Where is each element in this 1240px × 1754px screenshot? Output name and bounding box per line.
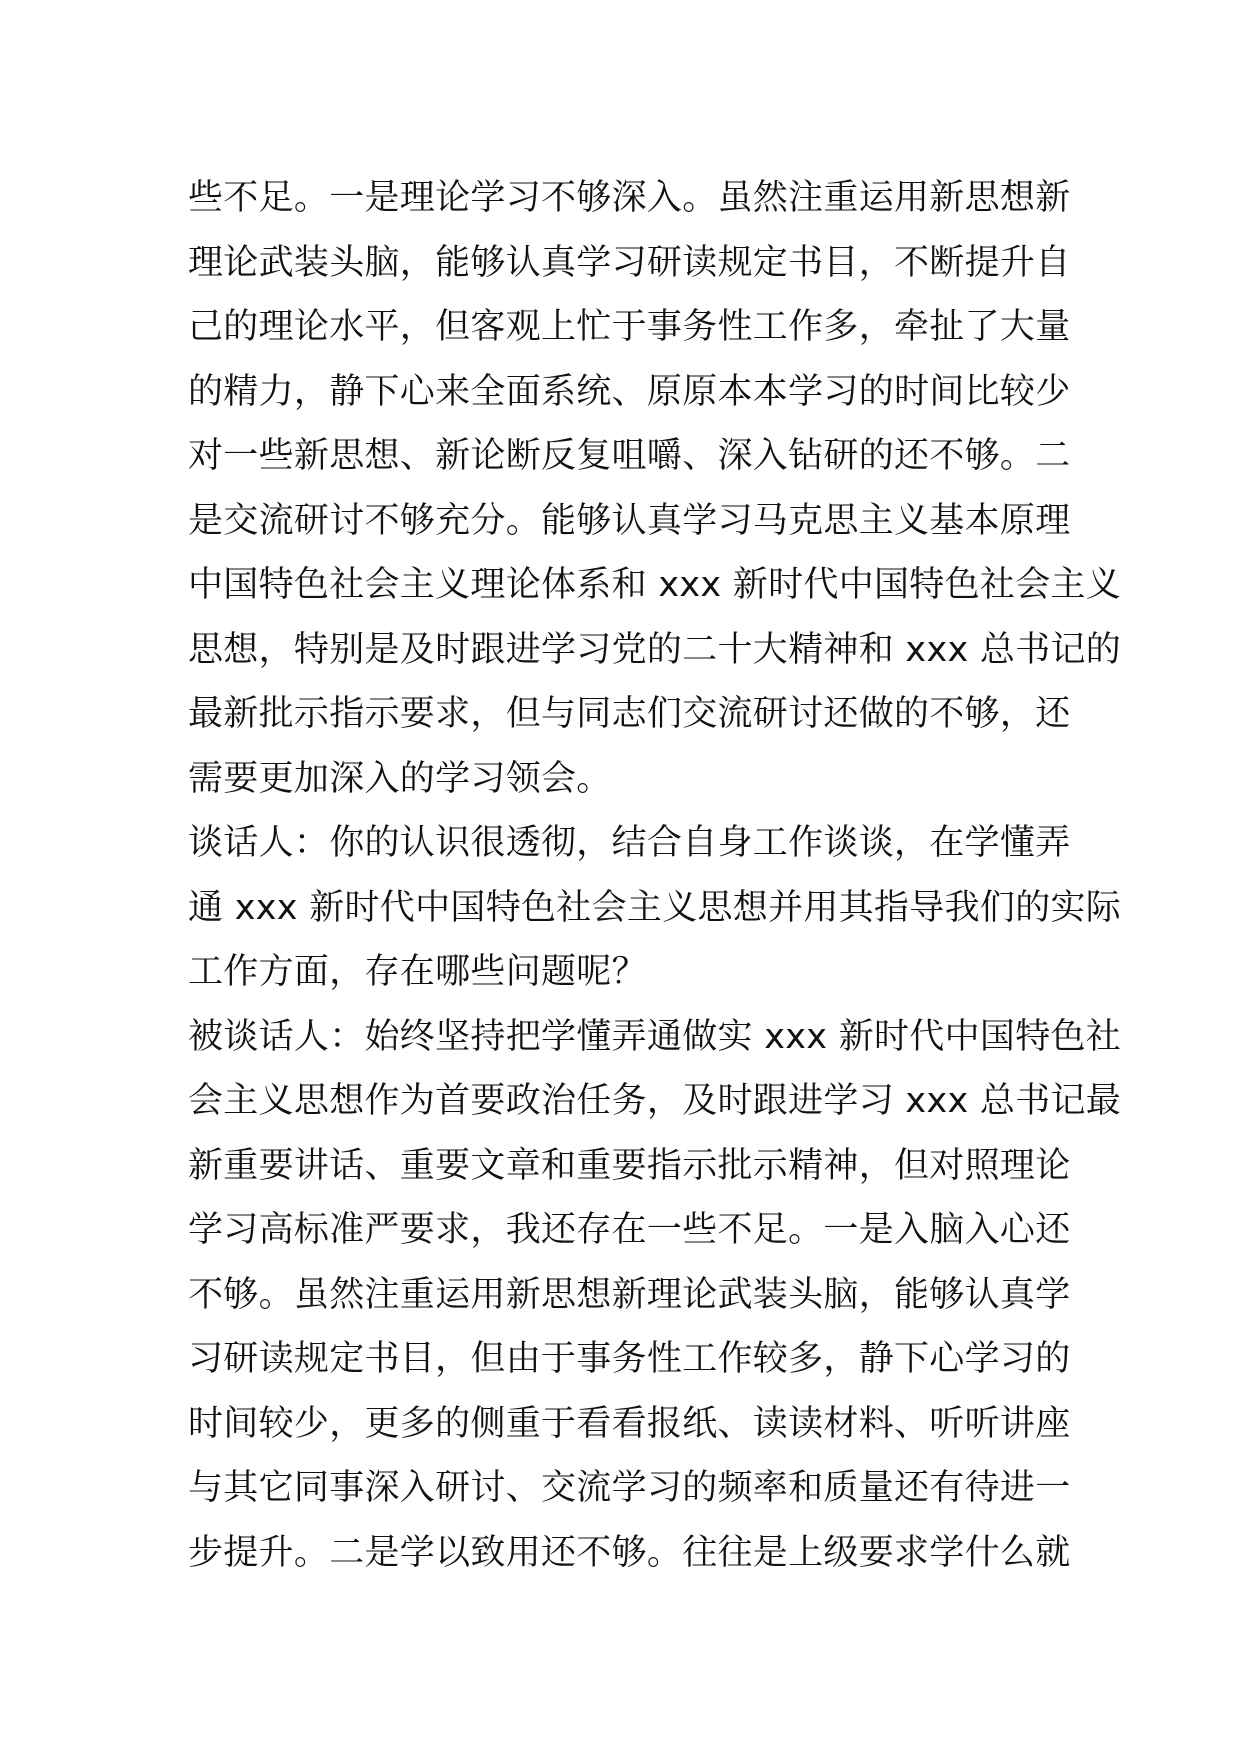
- text-line: 的精力，静下心来全面系统、原原本本学习的时间比较少: [188, 371, 1071, 412]
- text-line: 些不足。一是理论学习不够深入。虽然注重运用新思想新: [188, 178, 1071, 218]
- text-line: 会主义思想作为首要政治任务，及时跟进学习 xxx 总书记最: [188, 1081, 1122, 1121]
- text-line: 需要更加深入的学习领会。: [188, 758, 612, 799]
- text-line: 新重要讲话、重要文章和重要指示批示精神，但对照理论: [188, 1145, 1071, 1186]
- text-line: 工作方面，存在哪些问题呢？: [188, 952, 647, 992]
- text-line: 中国特色社会主义理论体系和 xxx 新时代中国特色社会主义: [188, 565, 1122, 605]
- text-line: 时间较少，更多的侧重于看看报纸、读读材料、听听讲座: [188, 1403, 1071, 1444]
- speaker-question-line: 谈话人：你的认识很透彻，结合自身工作谈谈，在学懂弄: [188, 823, 1071, 863]
- text-line: 思想，特别是及时跟进学习党的二十大精神和 xxx 总书记的: [188, 629, 1122, 670]
- text-line: 理论武装头脑，能够认真学习研读规定书目，不断提升自: [188, 242, 1071, 283]
- text-line: 习研读规定书目，但由于事务性工作较多，静下心学习的: [188, 1339, 1071, 1379]
- speaker-answer-line: 被谈话人：始终坚持把学懂弄通做实 xxx 新时代中国特色社: [188, 1016, 1122, 1057]
- text-line: 步提升。二是学以致用还不够。往往是上级要求学什么就: [188, 1532, 1071, 1573]
- text-line: 是交流研讨不够充分。能够认真学习马克思主义基本原理: [188, 500, 1071, 541]
- text-line: 最新批示指示要求，但与同志们交流研讨还做的不够，还: [188, 694, 1071, 734]
- text-line: 己的理论水平，但客观上忙于事务性工作多，牵扯了大量: [188, 307, 1071, 347]
- text-line: 不够。虽然注重运用新思想新理论武装头脑，能够认真学: [188, 1274, 1071, 1315]
- body-text: [188, 166, 1122, 1585]
- text-line: 学习高标准严要求，我还存在一些不足。一是入脑入心还: [188, 1210, 1071, 1250]
- text-line: 与其它同事深入研讨、交流学习的频率和质量还有待进一: [188, 1468, 1071, 1508]
- text-line: 对一些新思想、新论断反复咀嚼、深入钻研的还不够。二: [188, 436, 1071, 476]
- text-line: 通 xxx 新时代中国特色社会主义思想并用其指导我们的实际: [188, 887, 1122, 928]
